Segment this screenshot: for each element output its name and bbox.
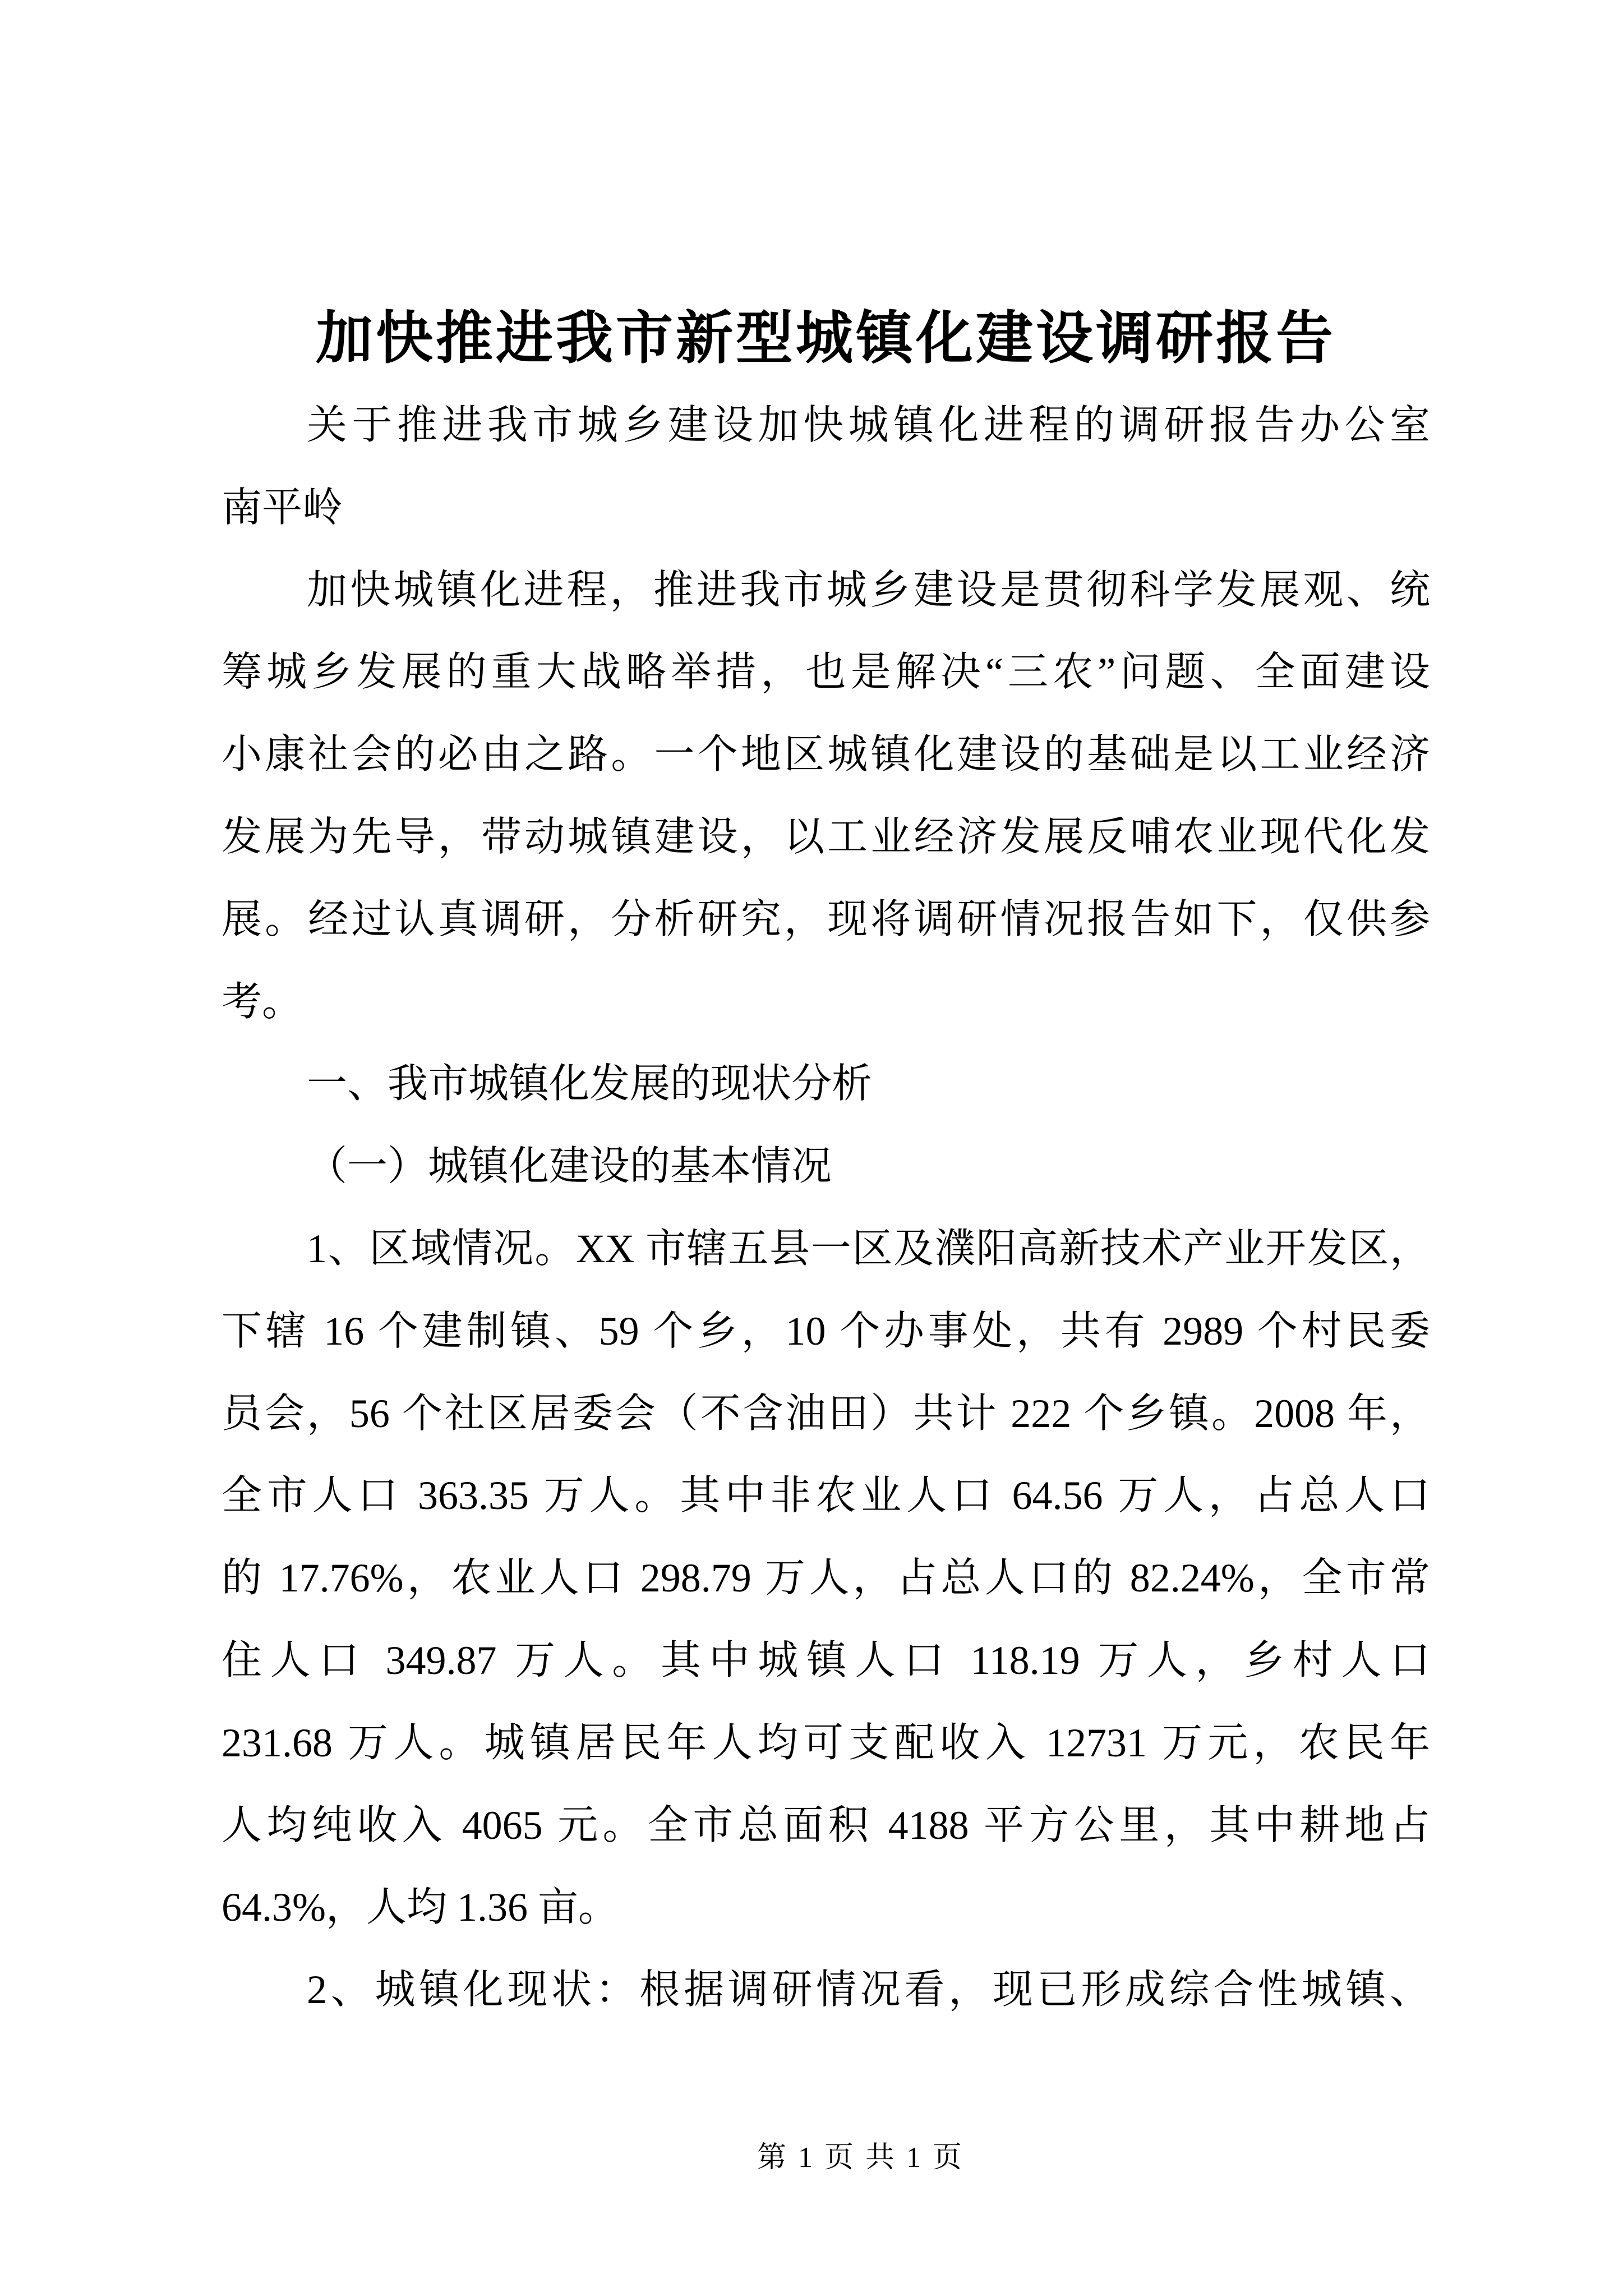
- paragraph-intro: [222, 549, 1430, 1043]
- paragraph-line: 加快城镇化进程，推进我市城乡建设是贯彻科学发展观、统: [307, 567, 1430, 613]
- paragraph-line: 关于推进我市城乡建设加快城镇化进程的调研报告办公室: [307, 403, 1430, 448]
- paragraph-line: 发展为先导，带动城镇建设，以工业经济发展反哺农业现代化发: [222, 814, 1430, 859]
- section-heading-text: 一、我市城镇化发展的现状分析: [307, 1061, 873, 1107]
- paragraph-line: 1、区域情况。XX 市辖五县一区及濮阳高新技术产业开发区，: [307, 1226, 1430, 1271]
- paragraph-line: 小康社会的必由之路。一个地区城镇化建设的基础是以工业经济: [222, 732, 1430, 777]
- paragraph-line: 2、城镇化现状：根据调研情况看，现已形成综合性城镇、: [307, 1967, 1430, 2013]
- document-body: [222, 384, 1430, 2031]
- paragraph-region-info: [222, 1208, 1430, 1949]
- paragraph-subtitle: [222, 384, 1430, 549]
- paragraph-line: 64.3%，人均 1.36 亩。: [222, 1885, 619, 1930]
- paragraph-line: 的 17.76%，农业人口 298.79 万人，占总人口的 82.24%，全市常: [222, 1556, 1430, 1601]
- paragraph-line: 考。: [222, 979, 303, 1024]
- paragraph-line: 展。经过认真调研，分析研究，现将调研情况报告如下，仅供参: [222, 896, 1430, 942]
- paragraph-line: 筹城乡发展的重大战略举措，也是解决“三农”问题、全面建设: [222, 650, 1430, 695]
- section-heading: [222, 1043, 1430, 1125]
- document-title: 加快推进我市新型城镇化建设调研报告: [316, 305, 1336, 372]
- paragraph-line: 人均纯收入 4065 元。全市总面积 4188 平方公里，其中耕地占: [222, 1802, 1430, 1848]
- paragraph-line: 南平岭: [222, 485, 343, 530]
- paragraph-line: 员会，56 个社区居委会（不含油田）共计 222 个乡镇。2008 年，: [222, 1391, 1430, 1436]
- paragraph-line: 住人口 349.87 万人。其中城镇人口 118.19 万人，乡村人口: [222, 1637, 1430, 1683]
- subsection-heading-text: （一）城镇化建设的基本情况: [307, 1144, 832, 1189]
- paragraph-line: 全市人口 363.35 万人。其中非农业人口 64.56 万人，占总人口: [222, 1473, 1430, 1519]
- paragraph-urbanization-status: [222, 1949, 1430, 2031]
- paragraph-line: 下辖 16 个建制镇、59 个乡，10 个办事处，共有 2989 个村民委: [222, 1308, 1430, 1354]
- paragraph-line: 231.68 万人。城镇居民年人均可支配收入 12731 万元，农民年: [222, 1720, 1430, 1765]
- subsection-heading: [222, 1125, 1430, 1208]
- page-footer: 第 1 页 共 1 页: [757, 2142, 965, 2174]
